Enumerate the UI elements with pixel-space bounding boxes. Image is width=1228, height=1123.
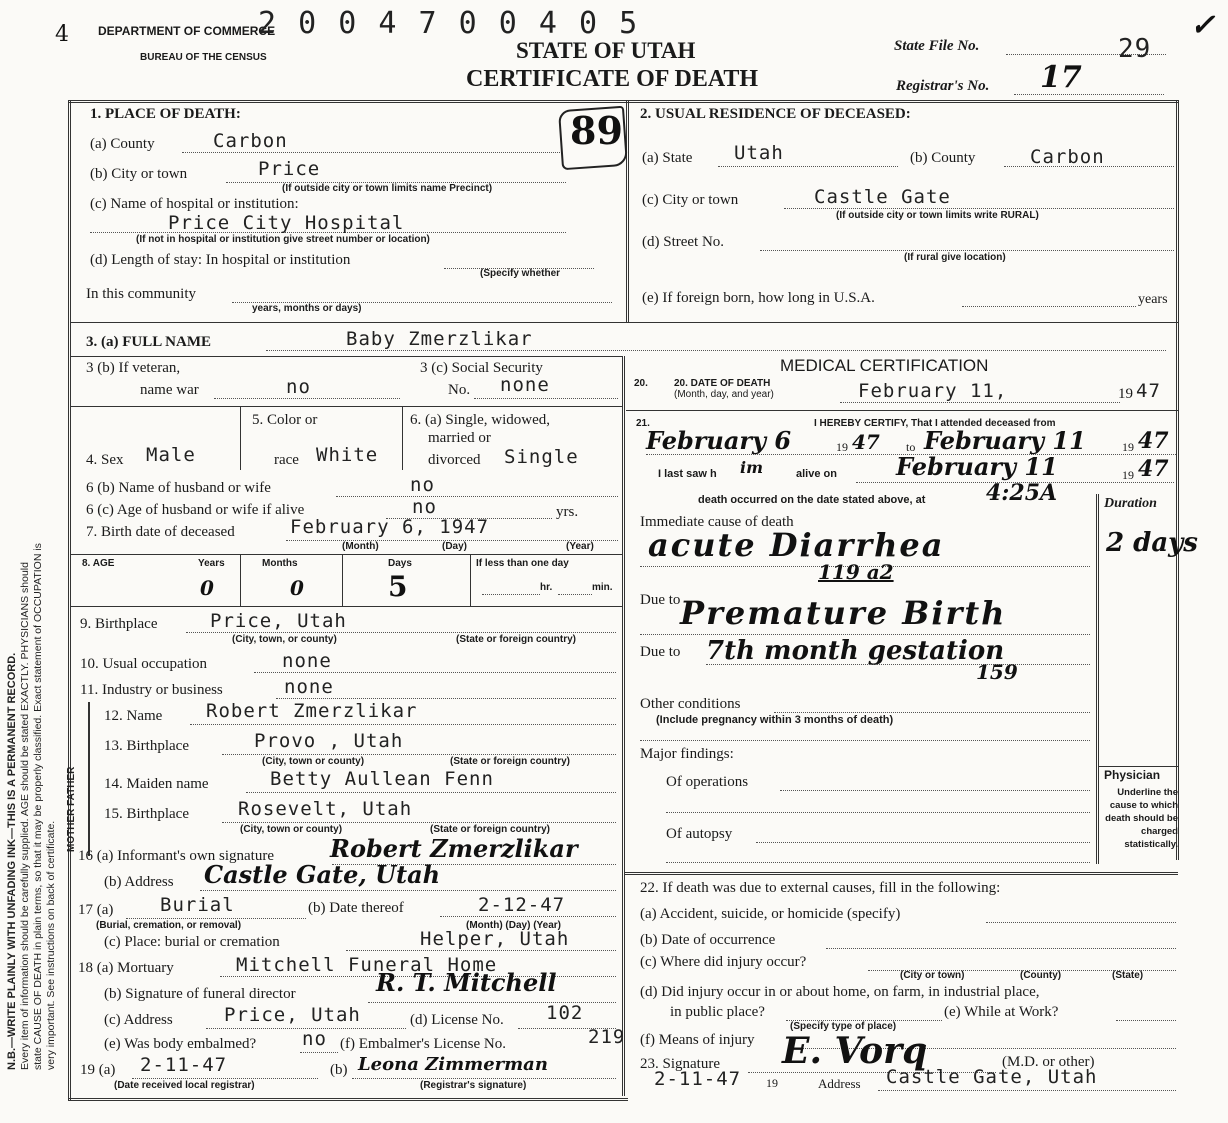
external-c-note-2: (County) [1020,970,1062,981]
hospital-value[interactable]: Price City Hospital [168,212,405,234]
received-note: (Date received local registrar) [114,1080,255,1091]
spouse-name-label: 6 (b) Name of husband or wife [86,480,271,496]
external-a-label: (a) Accident, suicide, or homicide (specify) [640,906,901,922]
birth-date-note-year: (Year) [566,541,594,552]
spouse-age-unit: yrs. [556,504,579,520]
industry-value[interactable]: none [284,676,334,698]
full-name-value[interactable]: Baby Zmerzlikar [346,328,533,350]
registrar-sig-note: (Registrar's signature) [420,1080,527,1091]
embalmed-value[interactable]: no [302,1028,327,1050]
occupation-value[interactable]: none [282,650,332,672]
race-value[interactable]: White [316,444,379,466]
burial-value[interactable]: Burial [160,894,235,916]
date-of-death-note: (Month, day, and year) [674,389,774,400]
age-days-label: Days [388,558,412,569]
stay-note: (Specify whether [480,268,561,279]
signature-year-prefix: 19 [766,1076,778,1090]
certificate-title: CERTIFICATE OF DEATH [466,66,759,92]
mortuary-address-value[interactable]: Price, Utah [224,1004,361,1026]
birth-date-note-day: (Day) [442,541,468,552]
alive-year-prefix: 19 [1122,468,1134,482]
signature-label: 23. Signature [640,1056,720,1072]
death-city-label: (b) City or town [90,166,188,182]
occupation-label: 10. Usual occupation [80,656,208,672]
spouse-age-label: 6 (c) Age of husband or wife if alive [86,502,305,518]
external-d-label: (d) Did injury occur in or about home, on farm, in industrial place, [640,984,1040,1000]
signature-address-label: Address [818,1076,861,1091]
father-name-value[interactable]: Robert Zmerzlikar [206,700,418,722]
attended-from-value[interactable]: February 6 [646,426,792,455]
attended-to-year-prefix: 19 [1122,440,1134,454]
last-saw-label: I last saw h [658,468,717,480]
veteran-value[interactable]: no [286,376,311,398]
operations-label: Of operations [666,774,749,790]
state-file-label: State File No. [894,38,980,54]
date-of-death-year[interactable]: 47 [1136,380,1161,402]
alive-on-year[interactable]: 47 [1138,456,1169,482]
age-label: 8. AGE [82,558,115,569]
mortuary-address-label: (c) Address [104,1012,173,1028]
medical-cert-title: MEDICAL CERTIFICATION [780,356,989,375]
other-conditions-label: Other conditions [640,696,741,712]
dod-year-prefix: 19 [1118,386,1133,402]
funeral-director-signature[interactable]: R. T. Mitchell [376,968,557,997]
mother-bp-note-1: (City, town or county) [240,824,343,835]
external-c-note-3: (State) [1112,970,1144,981]
ssn-value[interactable]: none [500,374,550,396]
spouse-name-value[interactable]: no [410,474,435,496]
place-of-death-title: 1. PLACE OF DEATH: [90,106,241,122]
death-city-note: (If outside city or town limits name Precinct) [282,183,493,194]
burial-place-value[interactable]: Helper, Utah [420,928,570,950]
color-label: 5. Color or [252,412,318,428]
attended-from-year-prefix: 19 [836,440,848,454]
bureau-label: BUREAU OF THE CENSUS [140,52,267,63]
burial-note: (Burial, cremation, or removal) [96,920,242,931]
age-months-label: Months [262,558,298,569]
parents-bracket [78,702,90,856]
attended-to-year[interactable]: 47 [1138,428,1169,454]
res-county-label: (b) County [910,150,976,166]
death-county-label: (a) County [90,136,155,152]
cert-num: 21. [636,418,650,429]
external-f-label: (f) Means of injury [640,1032,755,1048]
ssn-label: 3 (c) Social Security [420,360,543,376]
attended-to-value[interactable]: February 11 [924,426,1086,455]
signature-address-value[interactable]: Castle Gate, Utah [886,1066,1098,1088]
race-label: race [274,452,299,468]
due-to-2-label: Due to [640,644,681,660]
mother-birthplace-value[interactable]: Rosevelt, Utah [238,798,413,820]
license-value[interactable]: 102 [546,1002,584,1024]
age-hr-label: hr. [540,582,553,593]
external-c-note-1: (City or town) [900,970,965,981]
corner-mark: 4 [55,22,69,47]
mortuary-value[interactable]: Mitchell Funeral Home [236,954,498,976]
external-d-note: (Specify type of place) [790,1021,897,1032]
attended-to-label: to [906,440,916,454]
date-of-death-num: 20. [634,378,648,389]
birthplace-label: 9. Birthplace [80,616,158,632]
hospital-note: (If not in hospital or institution give street number or location) [136,234,430,245]
mother-father-label: MOTHER FATHER [66,766,77,852]
veteran-war-label: name war [140,382,199,398]
mortuary-label: 18 (a) Mortuary [78,960,174,976]
res-state-label: (a) State [642,150,693,166]
registrar-no-value: 17 [1040,60,1082,95]
father-name-label: 12. Name [104,708,163,724]
birth-date-label: 7. Birth date of deceased [86,524,235,540]
physician-title: Physician [1104,768,1161,782]
registrar-signature[interactable]: Leona Zimmerman [358,1054,548,1075]
informant-signature[interactable]: Robert Zmerzlikar [330,834,578,863]
birthplace-note-2: (State or foreign country) [456,634,577,645]
received-value[interactable]: 2-11-47 [140,1054,228,1076]
marital-label: 6. (a) Single, widowed, [410,412,550,428]
external-b-label: (b) Date of occurrence [640,932,776,948]
mother-maiden-label: 14. Maiden name [104,776,209,792]
age-years-label: Years [198,558,225,569]
burial-date-value[interactable]: 2-12-47 [478,894,566,916]
industry-label: 11. Industry or business [80,682,223,698]
burial-date-note: (Month) (Day) (Year) [466,920,561,931]
date-of-death-label: 20. DATE OF DEATH [674,378,771,389]
residence-title: 2. USUAL RESIDENCE OF DECEASED: [640,106,911,122]
sex-value[interactable]: Male [146,444,196,466]
check-mark-icon: ✓ [1190,8,1216,43]
received-label: 19 (a) [80,1062,116,1078]
sex-label: 4. Sex [86,452,124,468]
res-street-label: (d) Street No. [642,234,725,250]
age-lessday-label: If less than one day [476,558,569,569]
birthplace-value[interactable]: Price, Utah [210,610,347,632]
informant-address-value[interactable]: Castle Gate, Utah [204,860,441,889]
mother-bp-note-2: (State or foreign country) [430,824,551,835]
immediate-cause-label: Immediate cause of death [640,514,794,530]
informant-address-label: (b) Address [104,874,174,890]
due-to-2-value[interactable]: 7th month gestation [706,636,1005,666]
due-to-1-label: Due to [640,592,681,608]
marital-value[interactable]: Single [504,446,579,468]
veteran-label: 3 (b) If veteran, [86,360,181,376]
death-city-value[interactable]: Price [258,158,321,180]
age-months-value[interactable]: 0 [290,576,304,600]
age-days-value[interactable]: 5 [388,570,408,603]
external-c-label: (c) Where did injury occur? [640,954,807,970]
margin-note-1: N.B.—WRITE PLAINLY WITH UNFADING INK—THIS IS A PERMANENT RECORD. [6,652,18,1070]
cert-text: I HEREBY CERTIFY, That I attended deceased from [814,418,1056,429]
md-or-other-label: (M.D. or other) [1002,1054,1095,1070]
external-causes-title: 22. If death was due to external causes, fill in the following: [640,880,1001,896]
death-time-value[interactable]: 4:25A [986,480,1058,506]
res-city-label: (c) City or town [642,192,739,208]
stay-label: (d) Length of stay: In hospital or institution [90,252,351,268]
birth-date-value[interactable]: February 6, 1947 [290,516,490,538]
res-state-value[interactable]: Utah [734,142,784,164]
father-birthplace-label: 13. Birthplace [104,738,189,754]
boxed-number: 89 [570,108,623,153]
marital-label-3: divorced [428,452,481,468]
last-saw-pronoun[interactable]: im [740,458,764,477]
signature-date-value[interactable]: 2-11-47 [654,1068,742,1090]
state-title: STATE OF UTAH [516,38,696,63]
father-bp-note-1: (City, town or county) [262,756,365,767]
res-city-value[interactable]: Castle Gate [814,186,951,208]
full-name-label: 3. (a) FULL NAME [86,334,211,350]
foreign-born-unit: years [1138,292,1168,307]
community-note: years, months or days) [252,303,362,314]
burial-place-label: (c) Place: burial or cremation [104,934,280,950]
ssn-no-label: No. [448,382,471,398]
res-street-note: (If rural give location) [904,252,1006,263]
attended-from-year[interactable]: 47 [852,430,880,454]
marital-label-2: married or [428,430,491,446]
age-min-label: min. [592,582,613,593]
registrar-sig-label: (b) [330,1062,348,1078]
funeral-director-label: (b) Signature of funeral director [104,986,296,1002]
embalmed-label: (e) Was body embalmed? [104,1036,257,1052]
external-e-label: (e) While at Work? [944,1004,1059,1020]
age-years-value[interactable]: 0 [200,576,214,600]
foreign-born-label: (e) If foreign born, how long in U.S.A. [642,290,875,306]
state-file-value: 29 [1118,34,1152,64]
immediate-cause-code[interactable]: 119 a2 [818,560,894,584]
immediate-duration-value[interactable]: 2 days [1106,528,1198,558]
department-label: DEPARTMENT OF COMMERCE [98,24,276,38]
license-label: (d) License No. [410,1012,504,1028]
burial-date-label: (b) Date thereof [308,900,404,916]
external-d-label-2: in public place? [670,1004,765,1020]
alive-on-value[interactable]: February 11 [896,452,1058,481]
res-city-note: (If outside city or town limits write RURAL) [836,210,1039,221]
immediate-cause-value[interactable]: acute Diarrhea [648,526,945,564]
father-birthplace-value[interactable]: Provo , Utah [254,730,404,752]
certificate-number: 2 0 0 4 7 0 0 4 0 5 [258,6,640,41]
embalmer-license-value[interactable]: 219 [588,1026,626,1048]
major-findings-label: Major findings: [640,746,734,762]
community-label: In this community [86,286,196,302]
birthplace-note-1: (City, town, or county) [232,634,337,645]
mother-maiden-value[interactable]: Betty Aullean Fenn [270,768,494,790]
embalmer-license-label: (f) Embalmer's License No. [340,1036,506,1052]
death-county-value[interactable]: Carbon [213,130,288,152]
res-county-value[interactable]: Carbon [1030,146,1105,168]
margin-note-4: very important. See instructions on back of certificate. [45,820,57,1070]
burial-label: 17 (a) [78,902,114,918]
duration-label: Duration [1104,496,1157,511]
birth-date-note-month: (Month) [342,541,379,552]
spouse-age-value[interactable]: no [412,496,437,518]
hospital-label: (c) Name of hospital or institution: [90,196,299,212]
date-of-death-value[interactable]: February 11, [858,380,1008,402]
margin-note-3: state CAUSE OF DEATH in plain terms, so that it may be properly classified. Exact statement of OCCUPATION is [32,543,44,1070]
physician-signature[interactable]: E. Vorq [782,1030,928,1072]
father-bp-note-2: (State or foreign country) [450,756,571,767]
registrar-no-label: Registrar's No. [896,78,990,94]
death-occurred-text: death occurred on the date stated above, at [698,494,926,506]
margin-note-2: Every item of information should be carefully supplied. AGE should be stated EXACTLY. PHYSICIANS should [19,562,31,1070]
due-to-2-code[interactable]: 159 [976,660,1018,684]
due-to-1-value[interactable]: Premature Birth [680,594,1007,632]
mother-birthplace-label: 15. Birthplace [104,806,189,822]
autopsy-label: Of autopsy [666,826,733,842]
informant-label: 16 (a) Informant's own signature [78,848,274,864]
physician-note: Underline the cause to which death should be charged statistically. [1105,787,1178,850]
alive-on-label: alive on [796,468,837,480]
other-conditions-note: (Include pregnancy within 3 months of death) [656,714,894,726]
